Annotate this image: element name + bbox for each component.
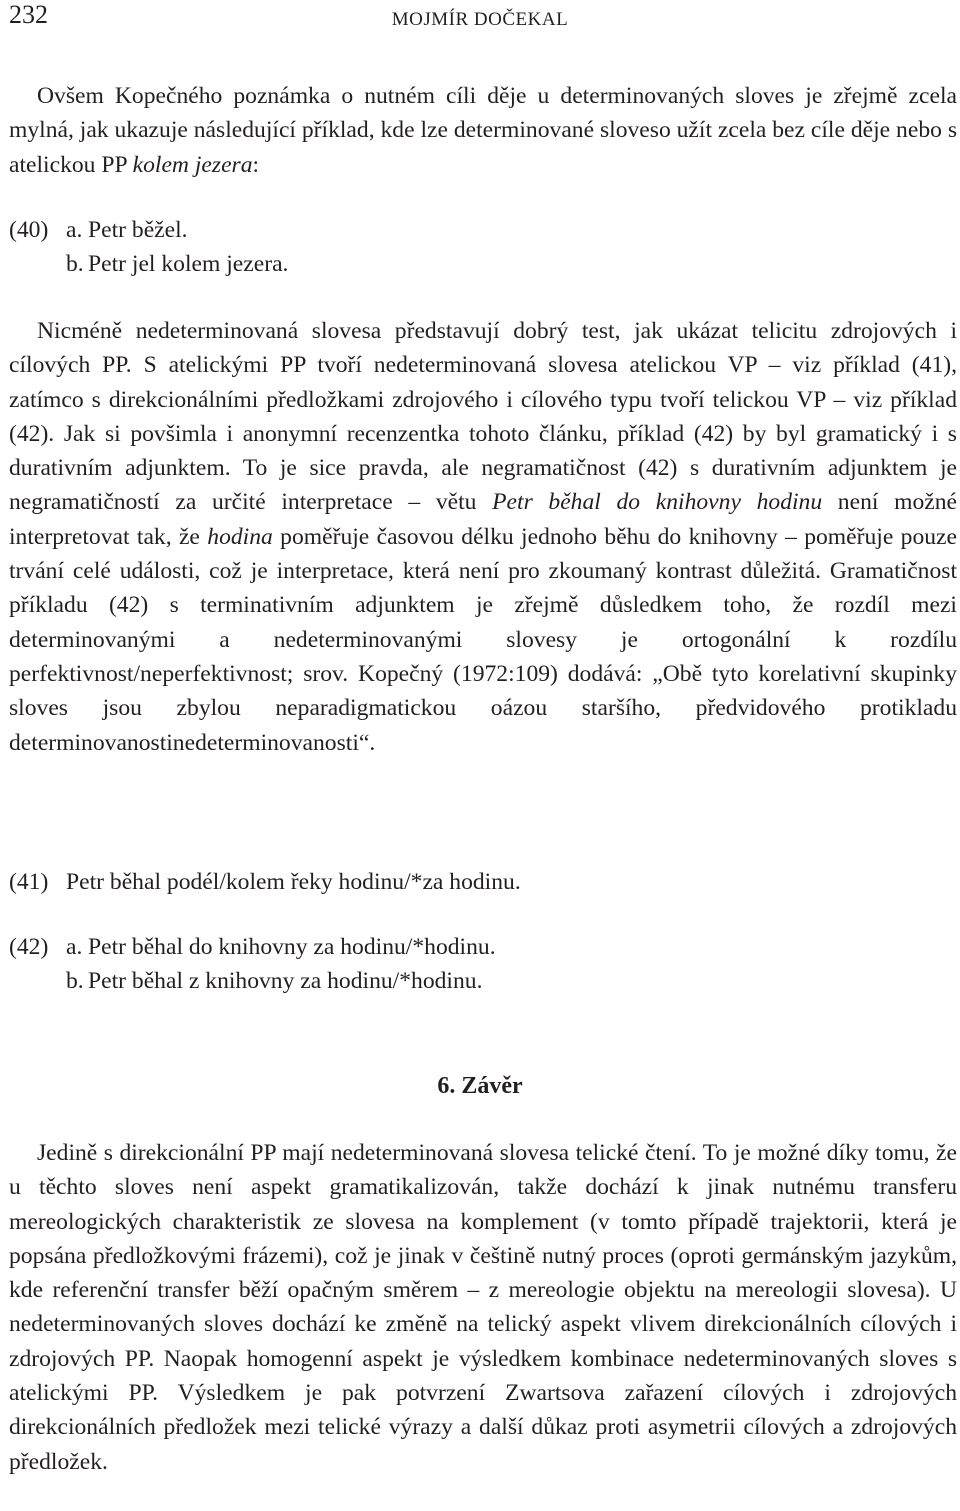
paragraph-intro-text: Ovšem Kopečného poznámka o nutném cíli děje u determinovaných sloves je zřejmě zcela mylná, jak ukazuje následující příklad, kde lze determinované sloveso užít zcela bez cíle děje nebo s atelickou PP <box>9 83 957 178</box>
example-sentence: Petr běhal do knihovny za hodinu/*hodinu. <box>88 934 496 960</box>
paragraph-conclusion: Jedině s direkcionální PP mají nedeterminovaná slovesa telické čtení. To je možné díky tomu, že u těchto sloves není aspekt gramatikalizován, takže dochází k jinak nutnému transferu mereologických charakteristik ze slovesa na komplement (v tomto případě trajektorii, která je popsána předložkovými frázemi), což je jinak v češtině nutný proces (oproti germánským jazykům, kde referenční transfer běží opačným směrem – z mereologie objektu na mereologii slovesa). U nedeterminovaných sloves dochází ke změně na telický aspekt vlivem direkcionálních cílových i zdrojových PP. Naopak homogenní aspekt je výsledkem kombinace nedeterminovaných sloves s atelickými PP. Výsledkem je pak potvrzení Zwartsova zařazení cílových i zdrojových direkcionálních předložek mezi telické výrazy a další důkaz proti asymetrii cílových a zdrojových předložek. <box>9 1140 957 1475</box>
example-letter: a. <box>66 217 83 243</box>
page-header <box>0 0 960 40</box>
example-sentence: Petr běhal z knihovny za hodinu/*hodinu. <box>88 968 483 995</box>
example-42-a <box>9 930 949 964</box>
example-sentence: Petr jel kolem jezera. <box>88 251 289 278</box>
paragraph-main-text-1: Nicméně nedeterminovaná slovesa představují dobrý test, jak ukázat telicitu zdrojových i cílových PP. S atelickými PP tvoří nedeterminovaná slovesa atelickou VP – viz příklad (41), zatímco s direkcionálními předložkami zdrojového i cílového typu tvoří telickou VP – viz příklad (42). Jak si povšimla i anonymní recenzentka tohoto článku, příklad (42) by byl gramatický i s durativním adjunktem. To je sice pravda, ale negramatičnost (42) s durativním adjunktem je negramatičností za určité interpretace – větu <box>9 318 957 516</box>
example-42 <box>9 930 949 999</box>
paragraph-main-text-2: není možné interpretovat tak, že <box>9 489 957 550</box>
section-heading: 6. Závěr <box>437 1073 523 1099</box>
italic-example-phrase: kolem jezera <box>132 151 253 178</box>
italic-term-hodina: hodina <box>207 523 273 550</box>
example-40-b <box>9 247 949 281</box>
example-number: (40) <box>9 217 49 243</box>
page-number: 232 <box>9 0 48 29</box>
paragraph-intro <box>9 79 957 182</box>
example-40 <box>9 213 949 282</box>
italic-example-sentence: Petr běhal do knihovny hodinu <box>492 489 823 516</box>
running-head: MOJMÍR DOČEKAL <box>391 9 569 30</box>
example-sentence: Petr běžel. <box>88 217 188 243</box>
example-number: (42) <box>9 934 49 960</box>
example-sentence: Petr běhal podél/kolem řeky hodinu/*za hodinu. <box>66 869 521 895</box>
example-42-b <box>9 964 949 998</box>
example-number: (41) <box>9 869 49 895</box>
example-letter: b. <box>66 251 84 278</box>
example-letter: b. <box>66 968 84 995</box>
paragraph-main <box>9 314 957 760</box>
paragraph-intro-tail: : <box>252 151 260 178</box>
example-letter: a. <box>66 934 83 960</box>
paragraph-main-text-3: poměřuje časovou délku jednoho běhu do knihovny – poměřuje pouze trvání celé události, což je interpretace, která není pro zkoumaný kontrast důležitá. Gramatičnost příkladu (42) s terminativním adjunktem je zřejmě důsledkem toho, že rozdíl mezi determinovanými a nedeterminovanými slovesy je ortogonální k rozdílu perfektivnost/neperfektivnost; srov. Kopečný (1972:109) dodává: „Obě tyto korelativní skupinky sloves jsou zbylou neparadigmatickou oázou staršího, předvidového protikladu determinovanostinedeterminovanosti“. <box>9 523 957 756</box>
example-41 <box>9 865 949 899</box>
example-40-a <box>9 213 949 247</box>
